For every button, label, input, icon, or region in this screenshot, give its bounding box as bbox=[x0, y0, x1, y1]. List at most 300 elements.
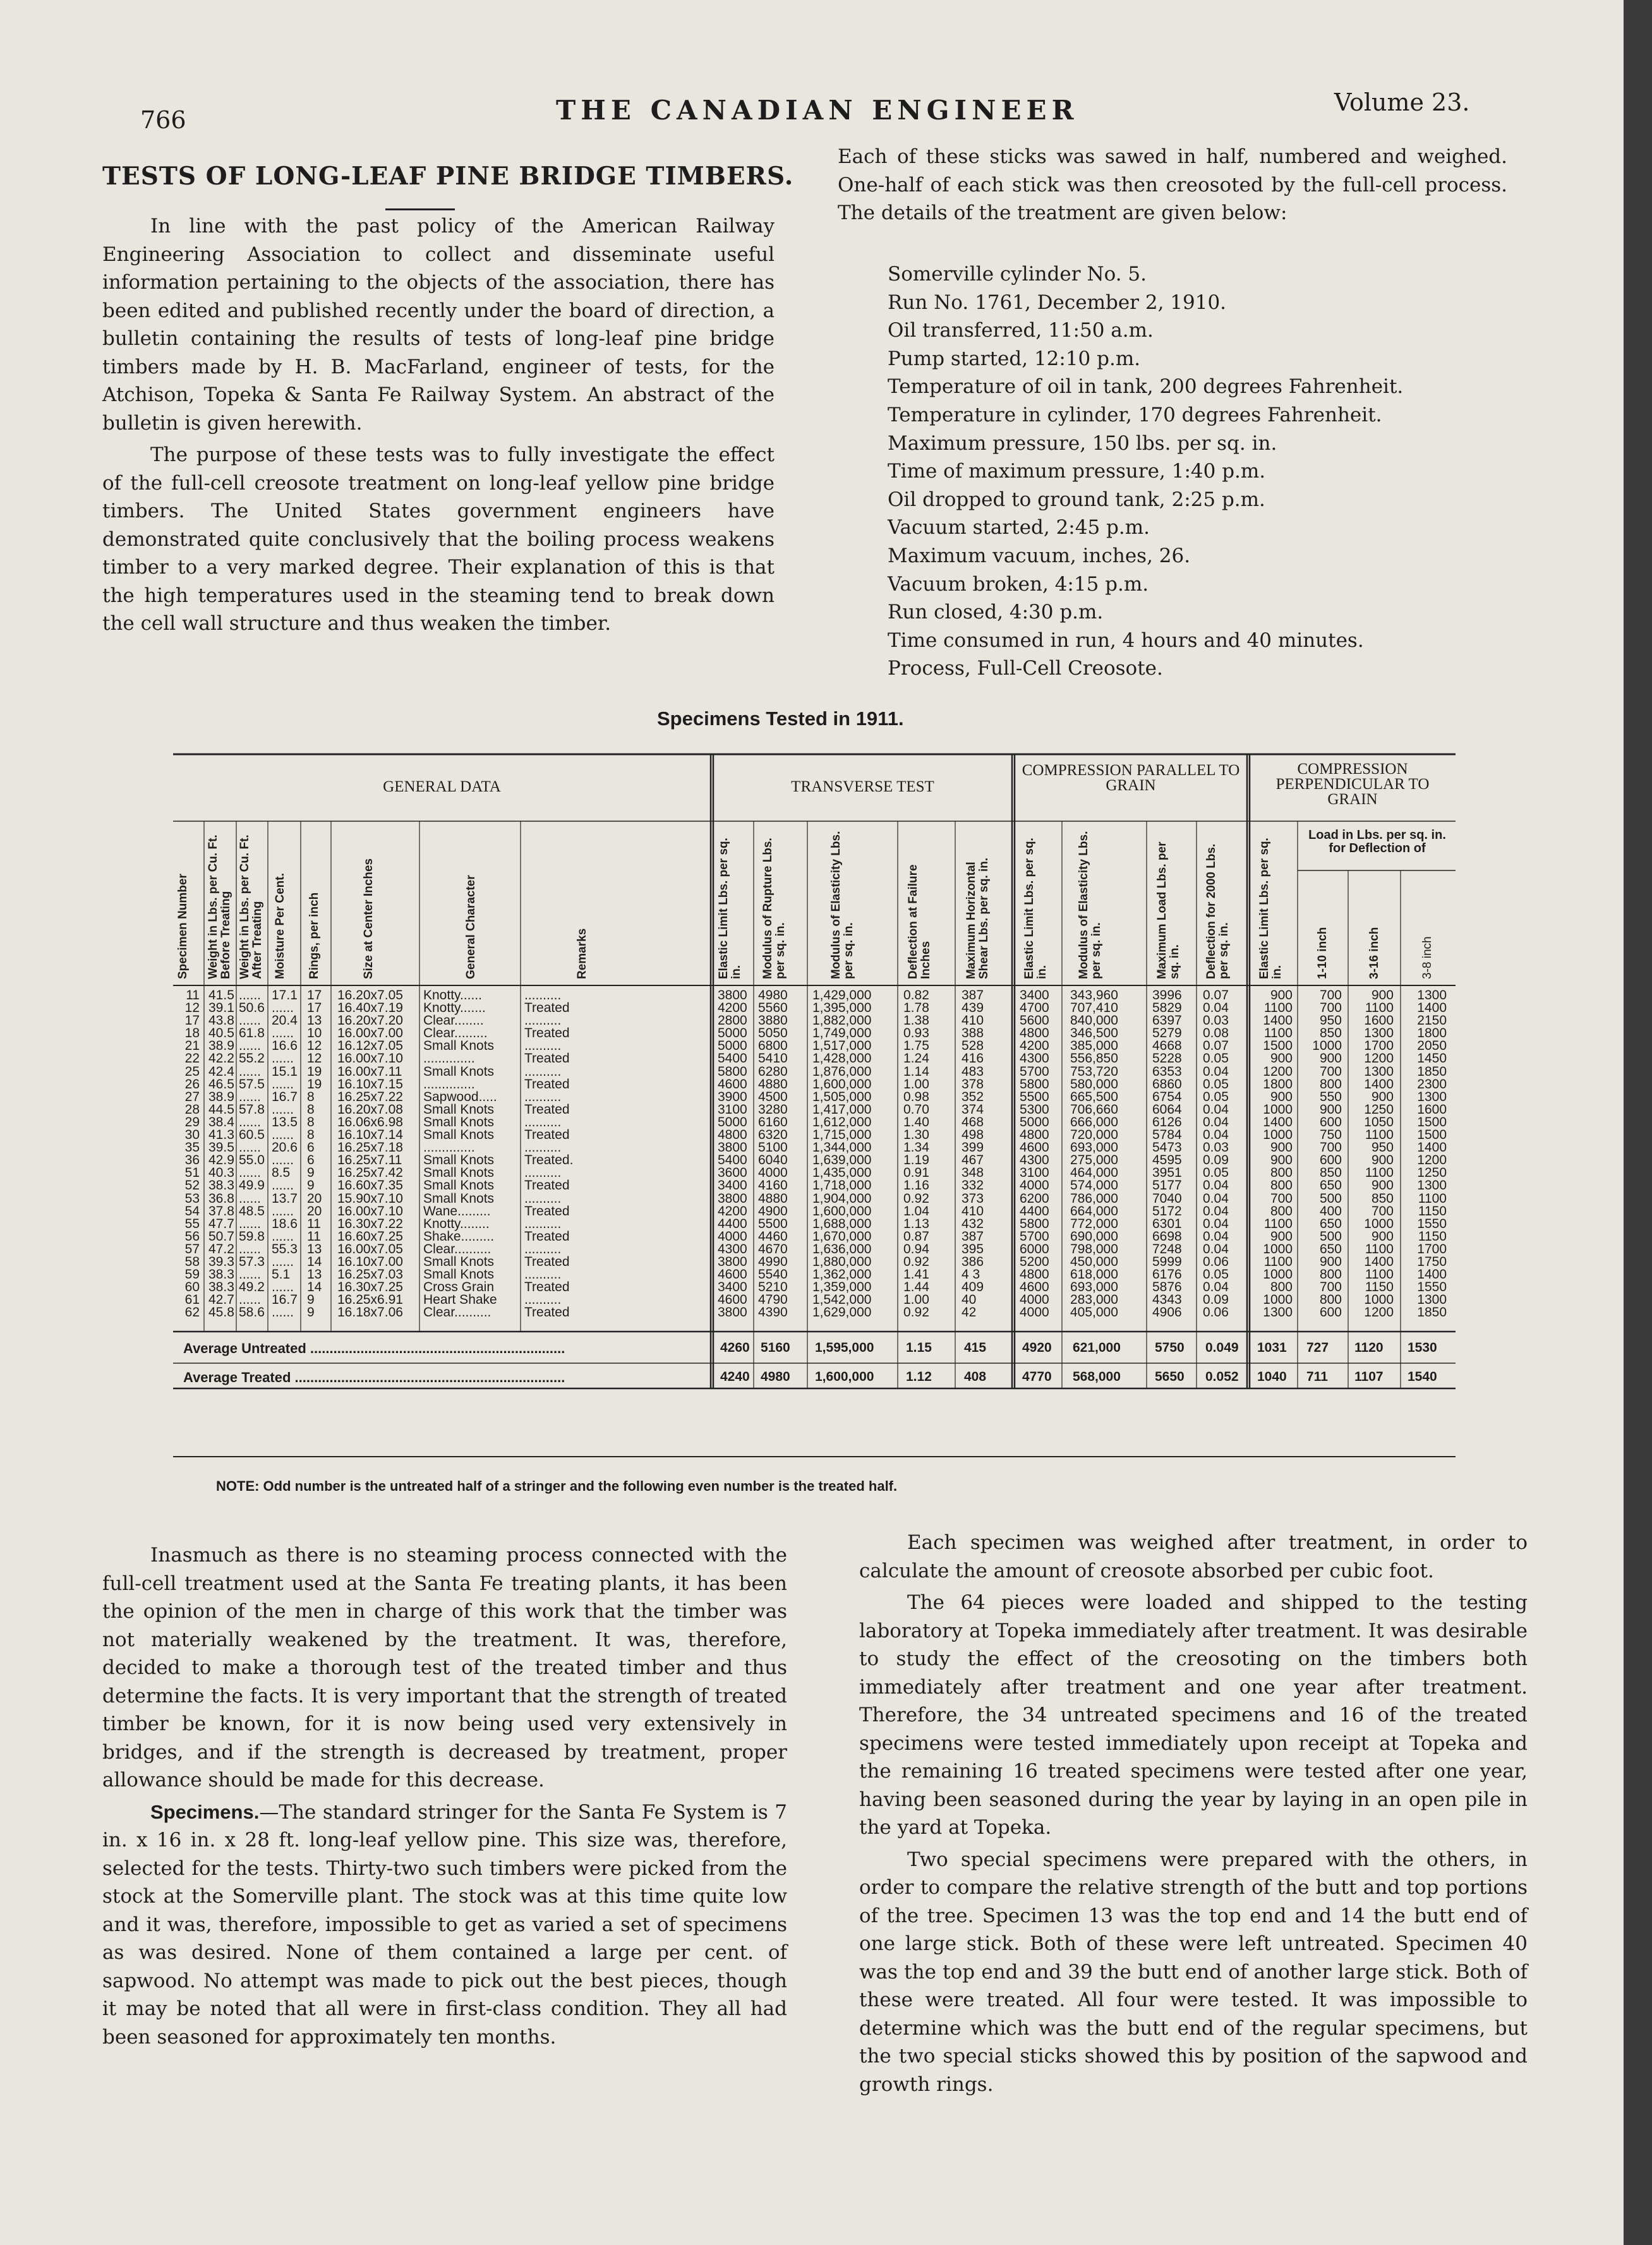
table-cell: 55.0 bbox=[239, 1153, 265, 1168]
table-cell: 5400 bbox=[718, 1153, 747, 1168]
column-header: Remarks bbox=[576, 928, 589, 979]
table-cell: 348 bbox=[962, 1165, 984, 1181]
table-cell: Knotty....... bbox=[423, 1001, 486, 1016]
column-transverse-shear bbox=[962, 989, 1011, 1319]
table-cell: 16.00x7.10 bbox=[337, 1203, 403, 1219]
table-cell: 7248 bbox=[1152, 1241, 1182, 1256]
table-cell: 900 bbox=[1371, 1089, 1394, 1104]
table-cell: 4300 bbox=[1020, 1153, 1049, 1168]
table-cell: 1300 bbox=[1364, 1026, 1394, 1041]
table-cell: 0.04 bbox=[1203, 1064, 1229, 1079]
table-cell: 550 bbox=[1319, 1089, 1342, 1104]
column-deflection-1-10 bbox=[1304, 989, 1342, 1319]
column-header: Elastic Limit Lbs. per sq. in. bbox=[1023, 838, 1049, 979]
column-header: Deflection at Failure Inches bbox=[907, 864, 932, 979]
table-cell: 13 bbox=[307, 1013, 322, 1028]
table-cell: 42.7 bbox=[208, 1292, 234, 1308]
table-cell: 693,000 bbox=[1070, 1140, 1118, 1155]
column-header: Elastic Limit Lbs. per sq. in. bbox=[717, 838, 743, 979]
table-cell: 850 bbox=[1319, 1026, 1342, 1041]
table-cell: 1,882,000 bbox=[812, 1013, 872, 1028]
table-cell: .......... bbox=[524, 1114, 562, 1129]
table-cell: ...... bbox=[272, 1203, 294, 1219]
table-cell: Clear......... bbox=[423, 1026, 488, 1041]
table-cell: 352 bbox=[962, 1089, 984, 1104]
table-cell: 57 bbox=[184, 1241, 200, 1256]
table-cell: 600 bbox=[1319, 1305, 1342, 1320]
table-cell: 59 bbox=[184, 1267, 200, 1282]
table-cell: ...... bbox=[239, 1241, 262, 1256]
table-cell: 0.70 bbox=[903, 1102, 929, 1117]
table-cell: Small Knots bbox=[423, 1254, 495, 1269]
average-cell: 5160 bbox=[761, 1340, 790, 1355]
list-item: Oil dropped to ground tank, 2:25 p.m. bbox=[888, 488, 1265, 511]
treatment-list bbox=[888, 260, 1403, 683]
page-edge-shadow bbox=[1624, 0, 1652, 2245]
table-cell: Clear.......... bbox=[423, 1305, 491, 1320]
table-cell: 1.75 bbox=[903, 1038, 929, 1054]
column-character bbox=[423, 989, 519, 1319]
table-cell: 900 bbox=[1319, 1102, 1342, 1117]
table-cell: 18 bbox=[184, 1026, 200, 1041]
table-cell: Small Knots bbox=[423, 1114, 495, 1129]
table-cell: 4000 bbox=[1020, 1305, 1049, 1320]
table-cell: 1,344,000 bbox=[812, 1140, 872, 1155]
paragraph: Each specimen was weighed after treatment, in order to calculate the amount of creosote absorbed per cubic foot. bbox=[859, 1531, 1528, 1582]
table-cell: Shake......... bbox=[423, 1229, 495, 1244]
table-cell: 4600 bbox=[1020, 1280, 1049, 1295]
table-cell: 19 bbox=[307, 1076, 322, 1092]
table-cell: 5999 bbox=[1152, 1254, 1182, 1269]
table-cell: ...... bbox=[272, 1229, 294, 1244]
table-cell: 1000 bbox=[1364, 1292, 1394, 1308]
table-cell: 7040 bbox=[1152, 1191, 1182, 1206]
table-cell: 6 bbox=[307, 1153, 315, 1168]
table-cell: 1100 bbox=[1263, 1026, 1293, 1041]
table-cell: 6176 bbox=[1152, 1267, 1182, 1282]
table-cell: 4000 bbox=[1020, 1292, 1049, 1308]
table-cell: 13.7 bbox=[272, 1191, 298, 1206]
table-cell: 39.5 bbox=[208, 1140, 234, 1155]
table-cell: 6754 bbox=[1152, 1089, 1182, 1104]
table-cell: 4300 bbox=[1020, 1051, 1049, 1066]
table-cell: 16.60x7.35 bbox=[337, 1178, 403, 1193]
average-cell: 621,000 bbox=[1073, 1340, 1121, 1355]
table-cell: 283,000 bbox=[1070, 1292, 1118, 1308]
table-cell: 700 bbox=[1319, 1064, 1342, 1079]
table-cell: 387 bbox=[962, 988, 984, 1002]
table-cell: .............. bbox=[423, 1076, 475, 1092]
table-cell: ...... bbox=[272, 1254, 294, 1269]
table-cell: 700 bbox=[1371, 1203, 1394, 1219]
group-header-compression-parallel: COMPRESSION PARALLEL TO GRAIN bbox=[1022, 762, 1240, 794]
table-cell: 0.03 bbox=[1203, 1013, 1229, 1028]
table-cell: 1400 bbox=[1417, 1267, 1447, 1282]
specimens-heading: Specimens. bbox=[150, 1800, 260, 1823]
list-item: Time consumed in run, 4 hours and 40 minutes. bbox=[888, 629, 1364, 652]
table-cell: 5000 bbox=[1020, 1114, 1049, 1129]
group-header-general: GENERAL DATA bbox=[383, 778, 501, 795]
table-cell: 9 bbox=[307, 1292, 315, 1308]
average-cell: 1040 bbox=[1257, 1369, 1287, 1384]
table-cell: Clear........ bbox=[423, 1013, 484, 1028]
table-cell: 16.7 bbox=[272, 1089, 298, 1104]
table-cell: 432 bbox=[962, 1216, 984, 1231]
table-cell: 0.05 bbox=[1203, 1051, 1229, 1066]
column-header: Rings, per inch bbox=[308, 892, 321, 979]
table-cell: 1850 bbox=[1417, 1305, 1447, 1320]
table-cell: 0.09 bbox=[1203, 1292, 1229, 1308]
table-cell: 1000 bbox=[1312, 1038, 1342, 1054]
table-cell: 798,000 bbox=[1070, 1241, 1118, 1256]
table-cell: 51 bbox=[184, 1165, 200, 1181]
table-cell: 49.2 bbox=[239, 1280, 265, 1295]
table-cell: 3400 bbox=[718, 1178, 747, 1193]
table-cell: 5829 bbox=[1152, 1001, 1182, 1016]
table-cell: 900 bbox=[1371, 988, 1394, 1002]
table-cell: 52 bbox=[184, 1178, 200, 1193]
table-cell: 16.60x7.25 bbox=[337, 1229, 403, 1244]
paragraph: The 64 pieces were loaded and shipped to the testing laboratory at Topeka immediately after treatment. It was desirable to study the effect of the creosoting on the timbers both immediately after treatment and one year after treatment. Therefore, the 34 untreated specimens and 16 of the treated specimens were tested immediately upon receipt at Topeka and the remaining 16 treated specimens were tested after one year, having been seasoned during the year by laying in an open pile in the yard at Topeka. bbox=[859, 1591, 1528, 1839]
table-cell: 5200 bbox=[1020, 1254, 1049, 1269]
table-cell: 556,850 bbox=[1070, 1051, 1118, 1066]
table-cell: 1,904,000 bbox=[812, 1191, 872, 1206]
table-cell: 4000 bbox=[758, 1165, 788, 1181]
table-cell: Heart Shake bbox=[423, 1292, 497, 1308]
table-cell: 57.8 bbox=[239, 1102, 265, 1117]
column-weight-before bbox=[208, 989, 235, 1319]
table-cell: 1050 bbox=[1364, 1114, 1394, 1129]
list-item: Pump started, 12:10 p.m. bbox=[888, 347, 1141, 370]
table-cell: 1100 bbox=[1365, 1001, 1394, 1016]
average-cell: 1120 bbox=[1354, 1340, 1384, 1355]
table-cell: 4800 bbox=[1020, 1026, 1049, 1041]
table-cell: 1,505,000 bbox=[812, 1089, 872, 1104]
table-cell: 1400 bbox=[1364, 1076, 1394, 1092]
table-cell: 40.5 bbox=[208, 1026, 234, 1041]
table-cell: 16.10x7.15 bbox=[337, 1076, 403, 1092]
table-cell: 395 bbox=[962, 1241, 984, 1256]
table-cell: 11 bbox=[186, 988, 200, 1002]
table-cell: Small Knots bbox=[423, 1178, 495, 1193]
table-cell: 8 bbox=[307, 1128, 315, 1143]
table-cell: 4670 bbox=[758, 1241, 788, 1256]
table-cell: 16.00x7.10 bbox=[337, 1051, 403, 1066]
table-cell: Small Knots bbox=[423, 1191, 495, 1206]
table-cell: 8 bbox=[307, 1114, 315, 1129]
table-cell: 6126 bbox=[1152, 1114, 1182, 1129]
table-cell: 3600 bbox=[718, 1165, 747, 1181]
table-cell: .......... bbox=[524, 1267, 562, 1282]
column-header: General Character bbox=[464, 875, 478, 979]
table-cell: Treated bbox=[524, 1051, 570, 1066]
table-cell: 16.6 bbox=[272, 1038, 298, 1054]
table-cell: 58.6 bbox=[239, 1305, 265, 1320]
table-cell: ...... bbox=[272, 1076, 294, 1092]
column-header: Moisture Per Cent. bbox=[274, 873, 287, 979]
table-cell: 800 bbox=[1319, 1267, 1342, 1282]
table-cell: 750 bbox=[1319, 1128, 1342, 1143]
table-cell: ...... bbox=[272, 1026, 294, 1041]
table-cell: 4400 bbox=[718, 1216, 747, 1231]
title-divider bbox=[385, 208, 455, 210]
table-cell: 385,000 bbox=[1070, 1038, 1118, 1054]
table-cell: 4906 bbox=[1152, 1305, 1182, 1320]
table-cell: 4460 bbox=[758, 1229, 788, 1244]
table-cell: 4390 bbox=[758, 1305, 788, 1320]
table-cell: 1,880,000 bbox=[812, 1254, 872, 1269]
table-cell: 4800 bbox=[1020, 1267, 1049, 1282]
table-cell: 1300 bbox=[1417, 988, 1447, 1002]
table-cell: Treated bbox=[524, 1178, 570, 1193]
table-cell: 1300 bbox=[1417, 1292, 1447, 1308]
table-cell: 800 bbox=[1319, 1076, 1342, 1092]
table-cell: 0.07 bbox=[1203, 1038, 1229, 1054]
table-cell: 1400 bbox=[1417, 1001, 1447, 1016]
table-cell: 439 bbox=[962, 1001, 984, 1016]
table-cell: 27 bbox=[184, 1089, 200, 1104]
average-cell: 568,000 bbox=[1073, 1369, 1121, 1384]
table-cell: 343,960 bbox=[1070, 988, 1118, 1002]
table-cell: 1,876,000 bbox=[812, 1064, 872, 1079]
table-cell: 3800 bbox=[718, 1191, 747, 1206]
table-cell: 1300 bbox=[1364, 1064, 1394, 1079]
table-cell: 16.7 bbox=[272, 1292, 298, 1308]
table-cell: 1100 bbox=[1365, 1128, 1394, 1143]
list-item: Maximum vacuum, inches, 26. bbox=[888, 544, 1191, 567]
table-cell: Cross Grain bbox=[423, 1280, 495, 1295]
table-cell: 1000 bbox=[1263, 1292, 1293, 1308]
specimens-table bbox=[173, 750, 1456, 1529]
list-item: Oil transferred, 11:50 a.m. bbox=[888, 319, 1154, 342]
table-cell: 464,000 bbox=[1070, 1165, 1118, 1181]
table-cell: 5300 bbox=[1020, 1102, 1049, 1117]
table-cell: 0.04 bbox=[1203, 1114, 1229, 1129]
table-cell: ...... bbox=[239, 1165, 262, 1181]
table-cell: 62 bbox=[184, 1305, 200, 1320]
table-cell: 16.00x7.05 bbox=[337, 1241, 403, 1256]
table-cell: 1.78 bbox=[903, 1001, 929, 1016]
table-cell: 4343 bbox=[1152, 1292, 1182, 1308]
table-cell: 1400 bbox=[1263, 1114, 1293, 1129]
table-cell: 1750 bbox=[1417, 1254, 1447, 1269]
table-cell: 3800 bbox=[718, 988, 747, 1002]
table-cell: 600 bbox=[1319, 1153, 1342, 1168]
table-cell: 700 bbox=[1319, 1280, 1342, 1295]
table-cell: 42.9 bbox=[208, 1153, 234, 1168]
table-cell: 0.06 bbox=[1203, 1305, 1229, 1320]
table-cell: 950 bbox=[1371, 1140, 1394, 1155]
table-cell: 580,000 bbox=[1070, 1076, 1118, 1092]
table-cell: 47.2 bbox=[208, 1241, 234, 1256]
average-cell: 727 bbox=[1306, 1340, 1329, 1355]
table-cell: 2150 bbox=[1417, 1013, 1447, 1028]
table-cell: 44.5 bbox=[208, 1102, 234, 1117]
column-header: Maximum Load Lbs. per sq. in. bbox=[1155, 841, 1181, 979]
table-cell: 0.09 bbox=[1203, 1153, 1229, 1168]
table-cell: 4800 bbox=[718, 1128, 747, 1143]
table-cell: 9 bbox=[307, 1165, 315, 1181]
table-cell: 3280 bbox=[758, 1102, 788, 1117]
list-item: Time of maximum pressure, 1:40 p.m. bbox=[888, 460, 1266, 483]
table-cell: 1,362,000 bbox=[812, 1267, 872, 1282]
table-cell: 500 bbox=[1319, 1191, 1342, 1206]
table-cell: 3400 bbox=[1020, 988, 1049, 1002]
table-cell: 4900 bbox=[758, 1203, 788, 1219]
right-column-bottom bbox=[859, 1529, 1528, 2098]
table-cell: 900 bbox=[1270, 1089, 1293, 1104]
table-cell: 6397 bbox=[1152, 1013, 1182, 1028]
table-cell: 3996 bbox=[1152, 988, 1182, 1002]
table-cell: Treated bbox=[524, 1305, 570, 1320]
table-cell: 700 bbox=[1319, 988, 1342, 1002]
average-cell: 0.049 bbox=[1205, 1340, 1239, 1355]
table-cell: 800 bbox=[1319, 1292, 1342, 1308]
table-cell: 5800 bbox=[1020, 1216, 1049, 1231]
table-cell: 0.94 bbox=[903, 1241, 929, 1256]
table-cell: 18.6 bbox=[272, 1216, 298, 1231]
table-cell: ...... bbox=[239, 1216, 262, 1231]
column-specimen bbox=[176, 989, 200, 1319]
column-header: Elastic Limit Lbs. per sq. in. bbox=[1258, 838, 1284, 979]
average-cell: 4260 bbox=[720, 1340, 750, 1355]
table-cell: 900 bbox=[1270, 988, 1293, 1002]
table-cell: 4160 bbox=[758, 1178, 788, 1193]
list-item: Vacuum started, 2:45 p.m. bbox=[888, 516, 1150, 539]
table-cell: 21 bbox=[184, 1038, 200, 1054]
table-cell: Small Knots bbox=[423, 1038, 495, 1054]
table-cell: 388 bbox=[962, 1026, 984, 1041]
table-cell: 1000 bbox=[1263, 1241, 1293, 1256]
table-cell: 1.13 bbox=[903, 1216, 929, 1231]
table-cell: 1,359,000 bbox=[812, 1280, 872, 1295]
table-cell: ...... bbox=[239, 1013, 262, 1028]
average-cell: 1107 bbox=[1354, 1369, 1384, 1384]
table-cell: 36 bbox=[184, 1153, 200, 1168]
table-cell: 1850 bbox=[1417, 1064, 1447, 1079]
table-cell: 1,542,000 bbox=[812, 1292, 872, 1308]
column-moisture bbox=[272, 989, 299, 1319]
average-cell: 4980 bbox=[761, 1369, 790, 1384]
average-untreated-label: Average Untreated .................................................................. bbox=[183, 1340, 565, 1356]
table-cell: 378 bbox=[962, 1076, 984, 1092]
table-cell: ...... bbox=[239, 988, 262, 1002]
table-cell: 1150 bbox=[1365, 1280, 1394, 1295]
table-cell: 0.04 bbox=[1203, 1241, 1229, 1256]
table-cell: 5172 bbox=[1152, 1203, 1182, 1219]
column-header: Weight in Lbs. per Cu. Ft. After Treating bbox=[238, 834, 264, 979]
table-cell: 900 bbox=[1270, 1153, 1293, 1168]
table-cell: 28 bbox=[184, 1102, 200, 1117]
table-cell: 4600 bbox=[1020, 1140, 1049, 1155]
table-cell: 5500 bbox=[1020, 1089, 1049, 1104]
table-cell: 12 bbox=[307, 1038, 322, 1054]
table-cell: 1700 bbox=[1364, 1038, 1394, 1054]
table-cell: .......... bbox=[524, 1216, 562, 1231]
table-cell: 47.7 bbox=[208, 1216, 234, 1231]
table-cell: 38.4 bbox=[208, 1114, 234, 1129]
table-cell: 574,000 bbox=[1070, 1178, 1118, 1193]
table-cell: 1300 bbox=[1417, 1178, 1447, 1193]
table-cell: 772,000 bbox=[1070, 1216, 1118, 1231]
table-cell: 16.30x7.22 bbox=[337, 1216, 403, 1231]
table-cell: .............. bbox=[423, 1140, 475, 1155]
average-cell: 1031 bbox=[1257, 1340, 1287, 1355]
table-cell: 664,000 bbox=[1070, 1203, 1118, 1219]
table-cell: 39.1 bbox=[208, 1001, 234, 1016]
table-cell: 6320 bbox=[758, 1128, 788, 1143]
table-cell: 15.90x7.10 bbox=[337, 1191, 403, 1206]
table-cell: 1400 bbox=[1364, 1254, 1394, 1269]
table-cell: 22 bbox=[184, 1051, 200, 1066]
table-cell: 1,612,000 bbox=[812, 1114, 872, 1129]
table-cell: 16.10x7.14 bbox=[337, 1128, 403, 1143]
table-cell: ...... bbox=[239, 1064, 262, 1079]
table-cell: 61 bbox=[184, 1292, 200, 1308]
table-cell: 1.14 bbox=[903, 1064, 929, 1079]
table-cell: 16.12x7.05 bbox=[337, 1038, 403, 1054]
table-cell: 1300 bbox=[1263, 1305, 1293, 1320]
table-cell: 16.10x7.00 bbox=[337, 1254, 403, 1269]
table-cell: 5800 bbox=[718, 1064, 747, 1079]
table-cell: .......... bbox=[524, 1140, 562, 1155]
table-cell: 399 bbox=[962, 1140, 984, 1155]
table-cell: 5473 bbox=[1152, 1140, 1182, 1155]
table-cell: 16.00x7.11 bbox=[337, 1064, 402, 1079]
table-cell: 0.08 bbox=[1203, 1026, 1229, 1041]
table-cell: ...... bbox=[239, 1292, 262, 1308]
table-cell: 5400 bbox=[718, 1051, 747, 1066]
list-item: Temperature in cylinder, 170 degrees Fahrenheit. bbox=[888, 403, 1382, 426]
table-cell: 5600 bbox=[1020, 1013, 1049, 1028]
table-cell: 900 bbox=[1270, 1051, 1293, 1066]
table-cell: 386 bbox=[962, 1254, 984, 1269]
table-cell: 1100 bbox=[1365, 1165, 1394, 1181]
average-cell: 1530 bbox=[1408, 1340, 1437, 1355]
table-cell: 410 bbox=[962, 1203, 984, 1219]
table-cell: 5560 bbox=[758, 1001, 788, 1016]
table-cell: 36.8 bbox=[208, 1191, 234, 1206]
table-cell: 39.3 bbox=[208, 1254, 234, 1269]
table-cell: 700 bbox=[1319, 1140, 1342, 1155]
table-cell: Knotty...... bbox=[423, 988, 482, 1002]
table-cell: 8.5 bbox=[272, 1165, 291, 1181]
table-cell: 4200 bbox=[718, 1001, 747, 1016]
table-cell: Treated bbox=[524, 1203, 570, 1219]
table-cell: 0.05 bbox=[1203, 1267, 1229, 1282]
table-cell: .......... bbox=[524, 1165, 562, 1181]
table-cell: 0.04 bbox=[1203, 1102, 1229, 1117]
table-cell: 1.41 bbox=[903, 1267, 929, 1282]
table-cell: 5500 bbox=[758, 1216, 788, 1231]
group-header-compression-perpendicular: COMPRESSION PERPENDICULAR TO GRAIN bbox=[1275, 761, 1430, 808]
table-cell: 57.5 bbox=[239, 1076, 265, 1092]
table-cell: 59.8 bbox=[239, 1229, 265, 1244]
table-cell: 1,517,000 bbox=[812, 1038, 872, 1054]
table-cell: ...... bbox=[272, 1128, 294, 1143]
table-cell: 1100 bbox=[1418, 1191, 1447, 1206]
list-item: Somerville cylinder No. 5. bbox=[888, 263, 1147, 286]
table-cell: 5.1 bbox=[272, 1267, 291, 1282]
table-cell: 346,500 bbox=[1070, 1026, 1118, 1041]
subgroup-header-deflection: Load in Lbs. per sq. in. for Deflection of bbox=[1308, 828, 1446, 855]
table-cell: 40 bbox=[962, 1292, 977, 1308]
table-cell: 450,000 bbox=[1070, 1254, 1118, 1269]
table-cell: 6 bbox=[307, 1140, 315, 1155]
table-cell: 17 bbox=[184, 1013, 200, 1028]
table-cell: 55.2 bbox=[239, 1051, 265, 1066]
table-cell: 1,428,000 bbox=[812, 1051, 872, 1066]
